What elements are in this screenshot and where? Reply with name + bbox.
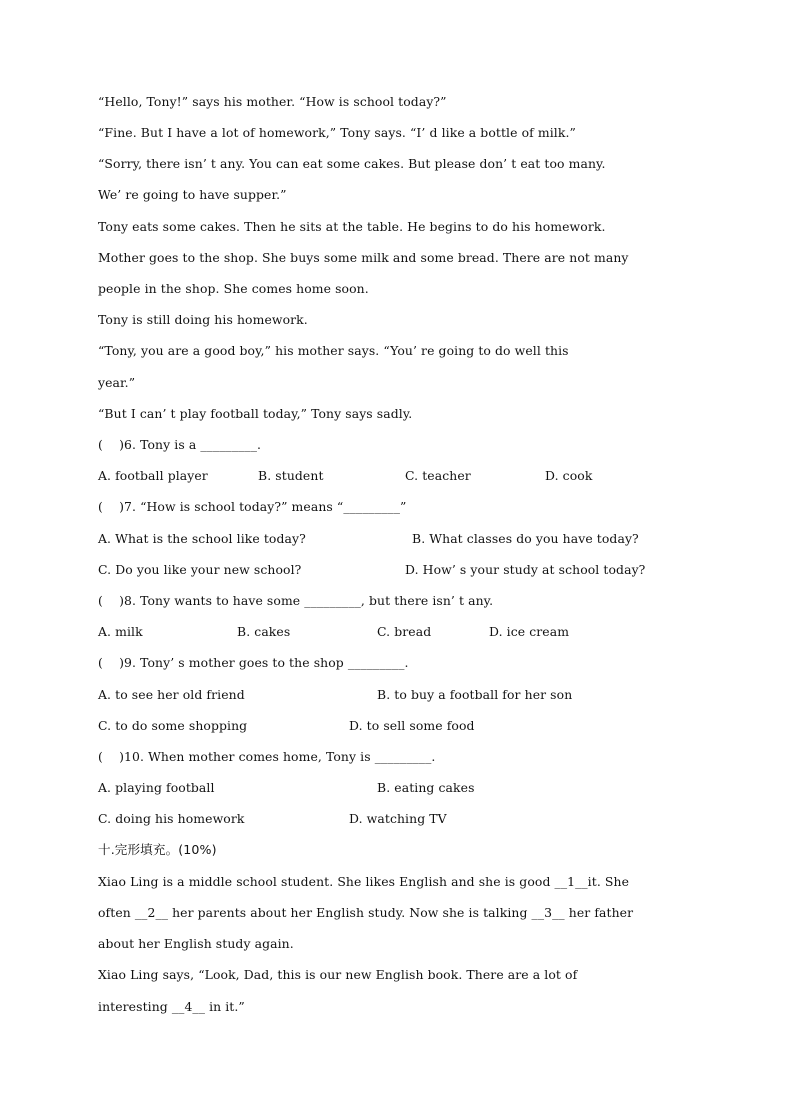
- question-stem: ( )8. Tony wants to have some _________, but there isn’ t any.: [98, 593, 494, 608]
- answer-option: D. ice cream: [489, 624, 570, 639]
- cloze-line: interesting __4__ in it.”: [98, 999, 245, 1014]
- answer-option: A. playing football: [98, 780, 215, 795]
- answer-option: B. What classes do you have today?: [412, 531, 639, 546]
- answer-option: A. What is the school like today?: [98, 531, 306, 546]
- story-line: year.”: [98, 375, 136, 390]
- story-line: Tony is still doing his homework.: [98, 312, 308, 327]
- story-line: “Tony, you are a good boy,” his mother says. “You’ re going to do well this: [98, 343, 569, 358]
- answer-option: C. teacher: [405, 468, 471, 483]
- answer-option: D. watching TV: [349, 811, 447, 826]
- cloze-line: often __2__ her parents about her English study. Now she is talking __3__ her father: [98, 905, 634, 920]
- answer-option: A. milk: [98, 624, 143, 639]
- answer-option: B. student: [258, 468, 324, 483]
- section-heading: 十.完形填充。(10%): [98, 842, 217, 857]
- answer-option: D. cook: [545, 468, 593, 483]
- answer-option: B. eating cakes: [377, 780, 475, 795]
- answer-option: A. football player: [98, 468, 208, 483]
- cloze-line: about her English study again.: [98, 936, 294, 951]
- question-stem: ( )9. Tony’ s mother goes to the shop _________.: [98, 655, 409, 670]
- story-line: “Sorry, there isn’ t any. You can eat some cakes. But please don’ t eat too many.: [98, 156, 606, 171]
- answer-option: B. cakes: [237, 624, 291, 639]
- question-stem: ( )7. “How is school today?” means “_________”: [98, 499, 407, 514]
- answer-option: C. to do some shopping: [98, 718, 248, 733]
- answer-option: D. How’ s your study at school today?: [405, 562, 646, 577]
- answer-option: B. to buy a football for her son: [377, 687, 573, 702]
- story-line: Mother goes to the shop. She buys some milk and some bread. There are not many: [98, 250, 629, 265]
- answer-option: C. doing his homework: [98, 811, 245, 826]
- story-line: people in the shop. She comes home soon.: [98, 281, 369, 296]
- answer-option: C. bread: [377, 624, 432, 639]
- story-line: “But I can’ t play football today,” Tony says sadly.: [98, 406, 413, 421]
- story-line: We’ re going to have supper.”: [98, 187, 287, 202]
- answer-option: D. to sell some food: [349, 718, 475, 733]
- answer-option: C. Do you like your new school?: [98, 562, 302, 577]
- cloze-line: Xiao Ling is a middle school student. She likes English and she is good __1__it. She: [98, 874, 630, 889]
- question-stem: ( )10. When mother comes home, Tony is _________.: [98, 749, 436, 764]
- cloze-line: Xiao Ling says, “Look, Dad, this is our new English book. There are a lot of: [98, 967, 578, 982]
- story-line: “Fine. But I have a lot of homework,” Tony says. “I’ d like a bottle of milk.”: [98, 125, 576, 140]
- story-line: Tony eats some cakes. Then he sits at the table. He begins to do his homework.: [98, 219, 606, 234]
- story-line: “Hello, Tony!” says his mother. “How is school today?”: [98, 94, 447, 109]
- question-stem: ( )6. Tony is a _________.: [98, 437, 262, 452]
- answer-option: A. to see her old friend: [98, 687, 245, 702]
